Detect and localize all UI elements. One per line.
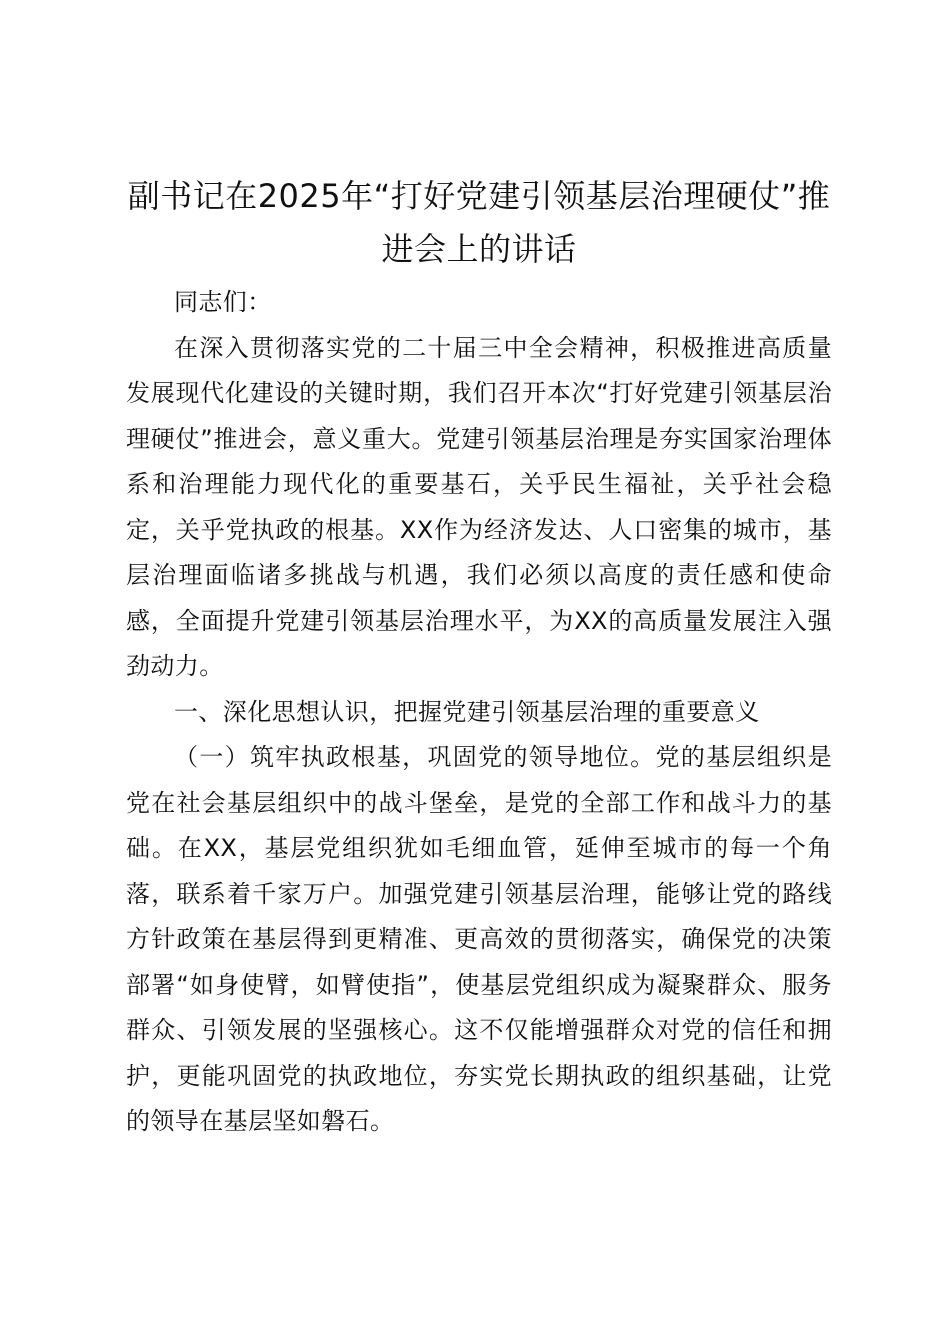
salutation: 同志们： bbox=[174, 288, 272, 316]
intro-paragraph: 在深入贯彻落实党的二十届三中全会精神，积极推进高质量发展现代化建设的关键时期，我们召开本次“打好党建引领基层治理硬仗”推进会，意义重大。党建引领基层治理是夯实国家治理体系和治理能力现代化的重要基石，关乎民生福祉，关乎社会稳定，关乎党执政的根基。XX作为经济发达、人口密集的城市，基层治理面临诸多挑战与机遇，我们必须以高度的责任感和使命感，全面提升党建引领基层治理水平，为XX的高质量发展注入强劲动力。 bbox=[126, 333, 832, 680]
section-heading: 一、深化思想认识，把握党建引领基层治理的重要意义 bbox=[174, 697, 760, 726]
subsection-paragraph: （一）筑牢执政根基，巩固党的领导地位。党的基层组织是党在社会基层组织中的战斗堡垒，是党的全部工作和战斗力的基础。在XX，基层党组织犹如毛细血管，延伸至城市的每一个角落，联系着千家万户。加强党建引领基层治理，能够让党的路线方针政策在基层得到更精准、更高效的贯彻落实，确保党的决策部署“如身使臂，如臂使指”，使基层党组织成为凝聚群众、服务群众、引领发展的坚强核心。这不仅能增强群众对党的信任和拥护，更能巩固党的执政地位，夯实党长期执政的组织基础，让党的领导在基层坚如磐石。 bbox=[126, 743, 832, 1135]
document-page bbox=[126, 170, 832, 1145]
document-title: 副书记在2025年“打好党建引领基层治理硬仗”推进会上的讲话 bbox=[127, 177, 831, 268]
